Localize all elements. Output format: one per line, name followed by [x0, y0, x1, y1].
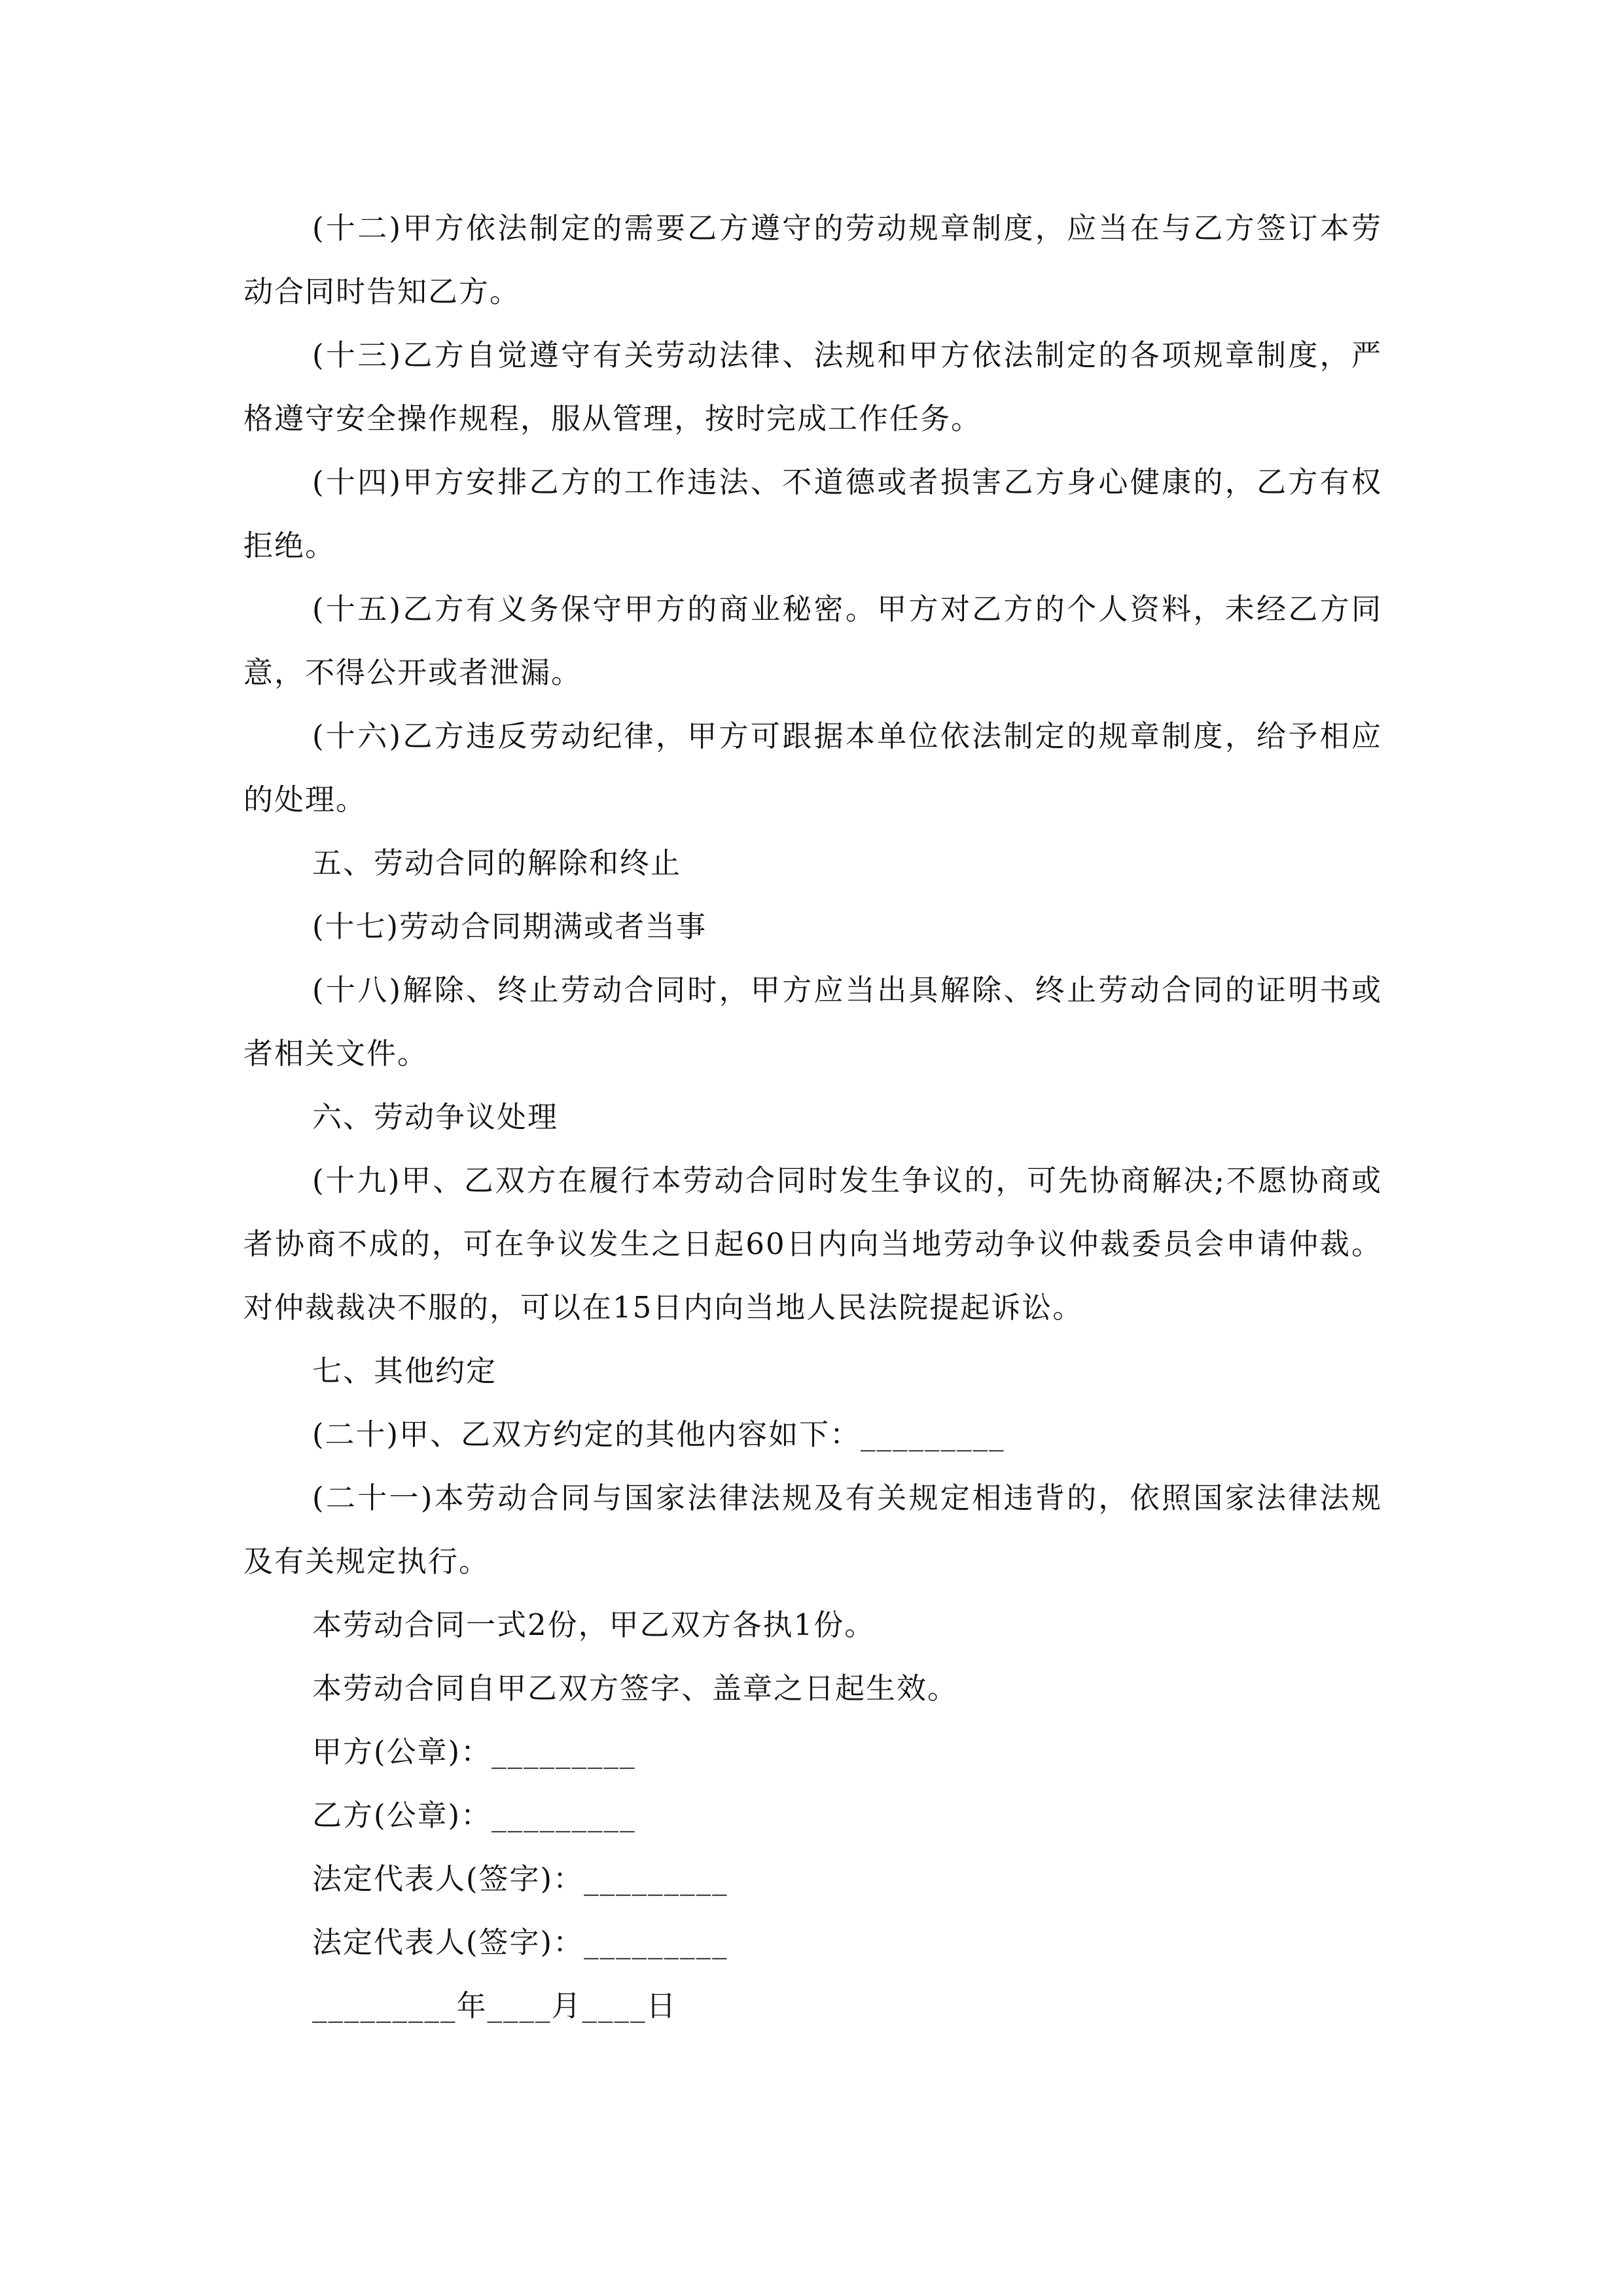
legal-rep-b-line: 法定代表人(签字)：_________	[312, 1925, 728, 1960]
contract-body	[243, 196, 1382, 2037]
clause-18: (十八)解除、终止劳动合同时，甲方应当出具解除、终止劳动合同的证明书或者相关文件。	[243, 973, 1382, 1071]
clause-20: (二十)甲、乙双方约定的其他内容如下：_________	[312, 1417, 1005, 1452]
effective-statement: 本劳动合同自甲乙双方签字、盖章之日起生效。	[312, 1671, 959, 1706]
section-heading-7: 七、其他约定	[312, 1354, 497, 1388]
legal-rep-a-line: 法定代表人(签字)：_________	[312, 1861, 728, 1896]
clause-15: (十五)乙方有义务保守甲方的商业秘密。甲方对乙方的个人资料，未经乙方同意，不得公开或者泄漏。	[243, 592, 1382, 690]
signature-block	[243, 1720, 1382, 2037]
clause-17: (十七)劳动合同期满或者当事	[312, 909, 707, 944]
clause-14: (十四)甲方安排乙方的工作违法、不道德或者损害乙方身心健康的，乙方有权拒绝。	[243, 465, 1382, 563]
party-a-seal-line: 甲方(公章)：_________	[312, 1734, 636, 1769]
clause-16: (十六)乙方违反劳动纪律，甲方可跟据本单位依法制定的规章制度，给予相应的处理。	[243, 719, 1382, 817]
clause-12: (十二)甲方依法制定的需要乙方遵守的劳动规章制度，应当在与乙方签订本劳动合同时告知乙方。	[243, 211, 1382, 309]
clause-21: (二十一)本劳动合同与国家法律法规及有关规定相违背的，依照国家法律法规及有关规定执行。	[243, 1480, 1382, 1579]
clause-19: (十九)甲、乙双方在履行本劳动合同时发生争议的，可先协商解决;不愿协商或者协商不成的，可在争议发生之日起60日内向当地劳动争议仲裁委员会申请仲裁。对仲裁裁决不服的，可以在15日内向当地人民法院提起诉讼。	[243, 1163, 1382, 1325]
date-line: _________年____月____日	[312, 1988, 677, 2023]
section-heading-6: 六、劳动争议处理	[312, 1100, 559, 1134]
section-heading-5: 五、劳动合同的解除和终止	[312, 846, 682, 880]
party-b-seal-line: 乙方(公章)：_________	[312, 1798, 636, 1833]
clause-13: (十三)乙方自觉遵守有关劳动法律、法规和甲方依法制定的各项规章制度，严格遵守安全操作规程，服从管理，按时完成工作任务。	[243, 338, 1382, 436]
copies-statement: 本劳动合同一式2份，甲乙双方各执1份。	[312, 1607, 876, 1642]
